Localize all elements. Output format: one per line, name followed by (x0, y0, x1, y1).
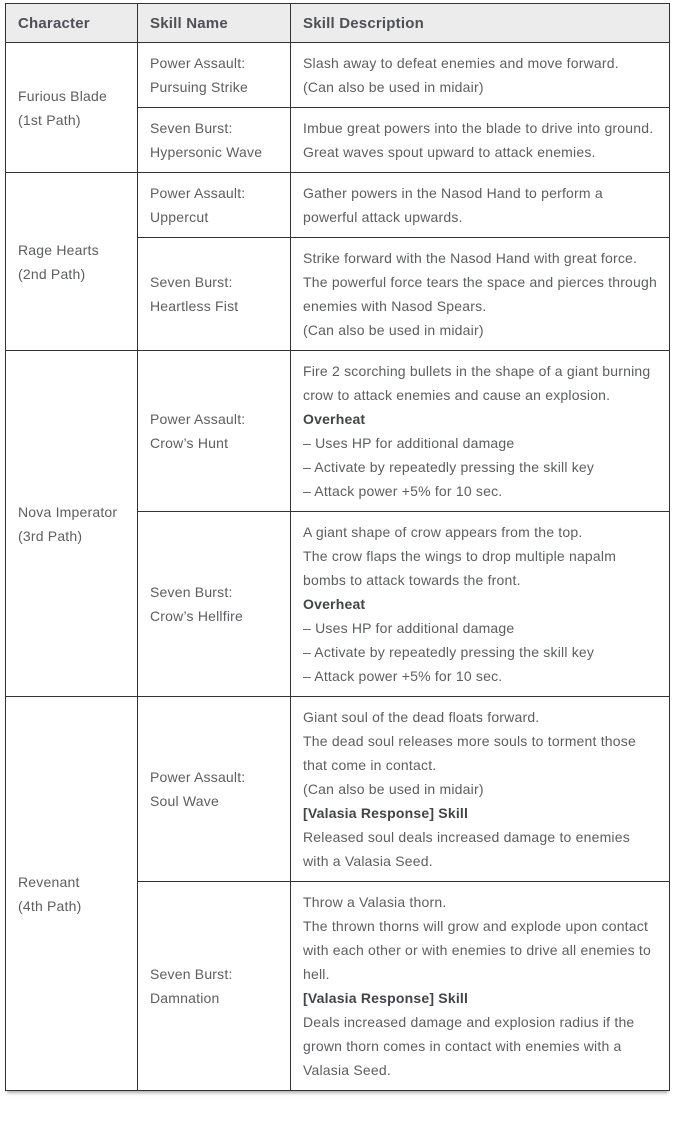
skill-name-line: Seven Burst: (150, 274, 233, 290)
skill-name-cell (138, 697, 291, 882)
table-row (6, 351, 670, 512)
character-line: (4th Path) (18, 897, 82, 914)
description-line: Giant soul of the dead floats forward. (303, 709, 540, 725)
description-line: Slash away to defeat enemies and move forward. (303, 55, 619, 71)
character-cell (6, 697, 138, 1091)
description-line: – Uses HP for additional damage (303, 620, 515, 636)
column-header-character: Character (6, 4, 138, 43)
character-line: Revenant (18, 873, 80, 890)
description-line: Fire 2 scorching bullets in the shape of a giant burning crow to attack enemies and cause an explosion. (303, 363, 651, 403)
description-line: (Can also be used in midair) (303, 79, 484, 95)
character-line: Nova Imperator (18, 503, 118, 520)
skill-name-cell (138, 351, 291, 512)
skill-description-cell (291, 512, 670, 697)
character-cell (6, 173, 138, 351)
skill-description-cell (291, 882, 670, 1091)
skill-name-line: Soul Wave (150, 793, 219, 809)
description-heading: Overheat (303, 596, 366, 612)
column-header-skill-description: Skill Description (291, 4, 670, 43)
skill-name-line: Damnation (150, 990, 220, 1006)
skill-name-line: Power Assault: (150, 55, 246, 71)
description-line: – Activate by repeatedly pressing the skill key (303, 459, 595, 475)
description-line: A giant shape of crow appears from the top. (303, 524, 583, 540)
description-line: Deals increased damage and explosion radius if the grown thorn comes in contact with enemies with a Valasia Seed. (303, 1014, 635, 1078)
description-line: Great waves spout upward to attack enemies. (303, 144, 596, 160)
description-line: Throw a Valasia thorn. (303, 894, 447, 910)
skill-description-cell (291, 697, 670, 882)
description-line: – Attack power +5% for 10 sec. (303, 668, 503, 684)
skill-description-cell (291, 351, 670, 512)
description-heading: Overheat (303, 411, 366, 427)
character-cell (6, 43, 138, 173)
skill-name-line: Crow’s Hunt (150, 435, 229, 451)
skill-description-cell (291, 238, 670, 351)
skill-name-line: Seven Burst: (150, 584, 233, 600)
description-line: The dead soul releases more souls to torment those that come in contact. (303, 733, 636, 773)
description-line: Gather powers in the Nasod Hand to perform a powerful attack upwards. (303, 185, 603, 225)
skill-description-cell (291, 43, 670, 108)
skill-name-cell (138, 512, 291, 697)
skill-name-cell (138, 238, 291, 351)
character-line: (1st Path) (18, 111, 81, 128)
skill-name-cell (138, 173, 291, 238)
description-line: The crow flaps the wings to drop multiple napalm bombs to attack towards the front. (303, 548, 617, 588)
description-heading: [Valasia Response] Skill (303, 805, 469, 821)
character-cell (6, 351, 138, 697)
description-line: The powerful force tears the space and pierces through enemies with Nasod Spears. (303, 274, 657, 314)
character-line: Rage Hearts (18, 241, 99, 258)
description-line: Imbue great powers into the blade to drive into ground. (303, 120, 654, 136)
table-row (6, 697, 670, 882)
column-header-skill-name: Skill Name (138, 4, 291, 43)
description-line: – Activate by repeatedly pressing the skill key (303, 644, 595, 660)
description-heading: [Valasia Response] Skill (303, 990, 469, 1006)
description-line: (Can also be used in midair) (303, 781, 484, 797)
skill-description-cell (291, 173, 670, 238)
skill-name-line: Uppercut (150, 209, 209, 225)
table-body (6, 43, 670, 1091)
skill-name-cell (138, 882, 291, 1091)
description-line: The thrown thorns will grow and explode upon contact with each other or with enemies to drive all enemies to hell. (303, 918, 651, 982)
description-line: Strike forward with the Nasod Hand with great force. (303, 250, 638, 266)
skill-description-cell (291, 108, 670, 173)
skill-name-line: Power Assault: (150, 185, 246, 201)
character-line: (3rd Path) (18, 527, 83, 544)
skill-name-line: Seven Burst: (150, 120, 233, 136)
character-line: Furious Blade (18, 87, 107, 104)
skill-name-line: Hypersonic Wave (150, 144, 263, 160)
skill-name-cell (138, 43, 291, 108)
skill-name-line: Heartless Fist (150, 298, 239, 314)
table-row (6, 43, 670, 108)
skill-name-line: Crow’s Hellfire (150, 608, 243, 624)
skill-name-line: Power Assault: (150, 769, 246, 785)
description-line: – Attack power +5% for 10 sec. (303, 483, 503, 499)
skill-name-line: Seven Burst: (150, 966, 233, 982)
description-line: (Can also be used in midair) (303, 322, 484, 338)
table-row (6, 173, 670, 238)
header-row (6, 4, 670, 43)
character-line: (2nd Path) (18, 265, 86, 282)
skill-table (5, 3, 670, 1091)
description-line: Released soul deals increased damage to enemies with a Valasia Seed. (303, 829, 630, 869)
skill-name-line: Pursuing Strike (150, 79, 248, 95)
description-line: – Uses HP for additional damage (303, 435, 515, 451)
skill-name-cell (138, 108, 291, 173)
skill-name-line: Power Assault: (150, 411, 246, 427)
